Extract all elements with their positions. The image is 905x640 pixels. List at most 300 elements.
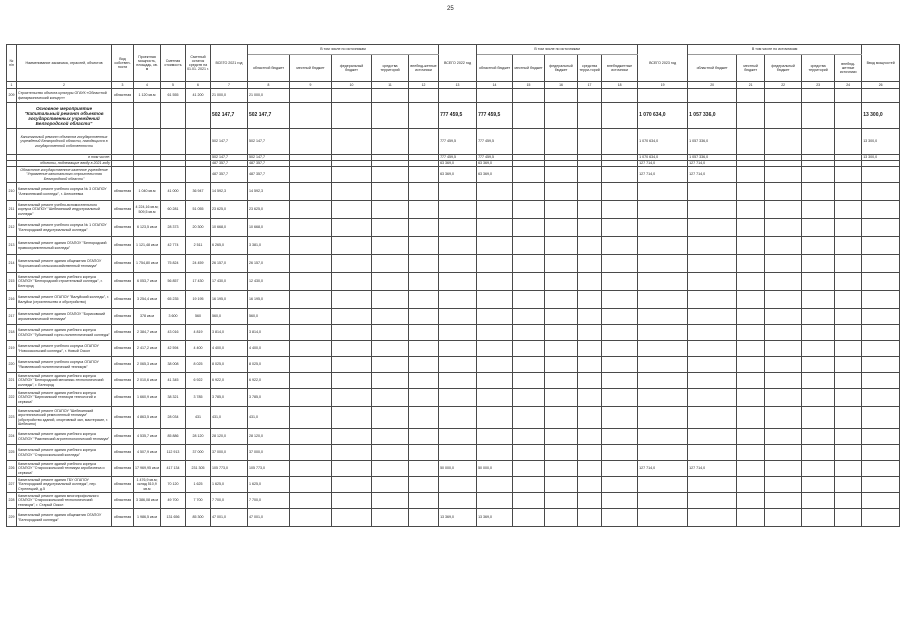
value-cell: [578, 167, 602, 183]
value-cell: [290, 389, 332, 407]
estimate-cost: [161, 167, 186, 183]
column-number: 18: [602, 82, 638, 89]
row-number: [7, 103, 17, 129]
row-number: 219: [7, 341, 17, 357]
value-cell: [545, 183, 578, 201]
value-cell: [802, 341, 835, 357]
ownership: областная: [112, 201, 134, 219]
column-numbers-row: [7, 82, 900, 89]
estimate-cost: 42 774: [161, 237, 186, 255]
col-header: внебюд-жетные источники: [835, 55, 862, 82]
estimate-cost: 42 594: [161, 341, 186, 357]
value-cell: [578, 89, 602, 103]
value-cell: [477, 237, 513, 255]
value-cell: [513, 373, 545, 389]
value-cell: [578, 429, 602, 445]
value-cell: [332, 103, 372, 129]
value-cell: [372, 429, 409, 445]
row-number: 212: [7, 219, 17, 237]
col-header: внебюджетные источники: [602, 55, 638, 82]
ownership: [112, 167, 134, 183]
estimate-cost: 38 321: [161, 389, 186, 407]
section-title: Основное мероприятие "Капитальный ремонт объектов государственных учреждений Белгородской области": [17, 103, 112, 129]
value-cell: [802, 219, 835, 237]
value-cell: [638, 493, 688, 509]
row-number: 217: [7, 309, 17, 325]
group-header: В том числе по источникам: [477, 45, 638, 55]
value-cell: [372, 461, 409, 477]
value-cell: [409, 103, 439, 129]
value-cell: 487 357,7: [211, 167, 248, 183]
value-cell: [602, 373, 638, 389]
capacity: 3 254,4 кв.м: [134, 291, 161, 309]
ownership: областная: [112, 429, 134, 445]
value-cell: 502 147,7: [248, 129, 290, 155]
object-name: Капитальный ремонт здания учебного корпуса ОГАПОУ "Старооскольский колледж": [17, 445, 112, 461]
value-cell: [545, 445, 578, 461]
ownership: областная: [112, 509, 134, 527]
value-cell: [332, 219, 372, 237]
remaining-balance: 17 430: [186, 273, 211, 291]
value-cell: 16 195,0: [248, 291, 290, 309]
value-cell: [862, 219, 900, 237]
table-row: [7, 183, 900, 201]
value-cell: [802, 373, 835, 389]
row-number: 209: [7, 89, 17, 103]
object-name: Капитальный ремонт здания общежития ОГАПОУ "Корочанский сельскохозяйственный техникум": [17, 255, 112, 273]
value-cell: [802, 167, 835, 183]
value-cell: [477, 255, 513, 273]
estimate-cost: 65 235: [161, 291, 186, 309]
value-cell: [439, 429, 477, 445]
value-cell: [835, 493, 862, 509]
col-header: областной бюджет: [477, 55, 513, 82]
object-name: Капитальный ремонт ОГАПОУ "Шебекинский агротехнический ремесленный техникум" (обустройство зданий, спортивный зал, мастерские, г. Шебекино): [17, 407, 112, 429]
value-cell: [737, 237, 765, 255]
value-cell: [290, 325, 332, 341]
value-cell: [332, 325, 372, 341]
capacity: 378 кв.м: [134, 309, 161, 325]
value-cell: [578, 291, 602, 309]
value-cell: [513, 445, 545, 461]
value-cell: [688, 493, 737, 509]
remaining-balance: 431: [186, 407, 211, 429]
value-cell: [862, 509, 900, 527]
value-cell: 13 369,0: [477, 509, 513, 527]
column-number: 17: [578, 82, 602, 89]
value-cell: [513, 493, 545, 509]
value-cell: [409, 237, 439, 255]
value-cell: [332, 291, 372, 309]
value-cell: [688, 89, 737, 103]
value-cell: [802, 237, 835, 255]
object-name: Капитальный ремонт учебного корпуса ОГАПОУ "Новооскольский колледж", г. Новый Оскол: [17, 341, 112, 357]
value-cell: [332, 407, 372, 429]
col-header: средства территорий: [372, 55, 409, 82]
value-cell: [409, 129, 439, 155]
value-cell: [372, 445, 409, 461]
value-cell: [332, 493, 372, 509]
value-cell: [545, 461, 578, 477]
value-cell: [737, 103, 765, 129]
value-cell: 3 814,0: [211, 325, 248, 341]
value-cell: 1 057 336,0: [688, 129, 737, 155]
value-cell: [765, 103, 802, 129]
col-header: областной бюджет: [688, 55, 737, 82]
value-cell: [688, 509, 737, 527]
remaining-balance: 4 819: [186, 325, 211, 341]
value-cell: [372, 183, 409, 201]
value-cell: [862, 373, 900, 389]
value-cell: [439, 373, 477, 389]
value-cell: 502 147,7: [211, 129, 248, 155]
value-cell: 50 000,0: [477, 461, 513, 477]
value-cell: [409, 89, 439, 103]
value-cell: [862, 477, 900, 493]
value-cell: [513, 477, 545, 493]
value-cell: [765, 291, 802, 309]
value-cell: [688, 429, 737, 445]
value-cell: [477, 183, 513, 201]
value-cell: [862, 445, 900, 461]
value-cell: [862, 493, 900, 509]
value-cell: [835, 429, 862, 445]
value-cell: [290, 201, 332, 219]
value-cell: [862, 357, 900, 373]
value-cell: 127 714,0: [688, 167, 737, 183]
value-cell: 13 300,0: [862, 155, 900, 161]
value-cell: [513, 341, 545, 357]
object-name: Капитальный ремонт зданий учебного корпуса ОГАПОУ "Старооскольский техникум агробизнеса и сервиса": [17, 461, 112, 477]
table-row: [7, 429, 900, 445]
value-cell: [602, 407, 638, 429]
capacity: [134, 129, 161, 155]
value-cell: 26 157,0: [211, 255, 248, 273]
value-cell: [737, 407, 765, 429]
value-cell: [372, 201, 409, 219]
value-cell: [737, 509, 765, 527]
column-number: 20: [688, 82, 737, 89]
value-cell: [578, 183, 602, 201]
ownership: областная: [112, 389, 134, 407]
value-cell: [513, 291, 545, 309]
value-cell: [409, 273, 439, 291]
value-cell: [737, 493, 765, 509]
value-cell: [578, 103, 602, 129]
value-cell: [602, 493, 638, 509]
value-cell: 14 592,3: [211, 183, 248, 201]
value-cell: [477, 291, 513, 309]
col-header: ВСЕГО 2022 год: [439, 45, 477, 82]
value-cell: [602, 357, 638, 373]
ownership: областная: [112, 89, 134, 103]
value-cell: [602, 509, 638, 527]
value-cell: [835, 309, 862, 325]
value-cell: [578, 325, 602, 341]
value-cell: [578, 219, 602, 237]
value-cell: [765, 509, 802, 527]
value-cell: [409, 461, 439, 477]
value-cell: [835, 341, 862, 357]
value-cell: 105 773,0: [248, 461, 290, 477]
ownership: областная: [112, 477, 134, 493]
value-cell: [802, 201, 835, 219]
value-cell: [477, 219, 513, 237]
value-cell: 6 922,0: [248, 373, 290, 389]
value-cell: [765, 167, 802, 183]
value-cell: [477, 389, 513, 407]
value-cell: [688, 219, 737, 237]
value-cell: [835, 461, 862, 477]
value-cell: [835, 389, 862, 407]
value-cell: [513, 129, 545, 155]
capacity: 2 065,3 кв.м: [134, 357, 161, 373]
object-name: Капитальный ремонт здания ГБУ ОГАПОУ "Белгородский индустриальный колледж", пер. Стрелецкий, д.5: [17, 477, 112, 493]
investment-table: [6, 44, 900, 527]
value-cell: [545, 373, 578, 389]
value-cell: [835, 291, 862, 309]
value-cell: [290, 357, 332, 373]
value-cell: [578, 341, 602, 357]
value-cell: [332, 167, 372, 183]
value-cell: 3 785,0: [211, 389, 248, 407]
object-name: Капитальный ремонт учебного корпуса № 3 ОГАПОУ "Алексеевский колледж", г. Алексеевка: [17, 183, 112, 201]
value-cell: 431,0: [248, 407, 290, 429]
value-cell: 13 300,0: [862, 103, 900, 129]
value-cell: 1 625,0: [248, 477, 290, 493]
object-name: Капитальный ремонт здания учебного корпуса ОГАПОУ "Бирючанский техникум технологий и сервиса": [17, 389, 112, 407]
value-cell: [765, 407, 802, 429]
value-cell: [439, 89, 477, 103]
value-cell: [862, 341, 900, 357]
value-cell: [638, 445, 688, 461]
value-cell: [513, 429, 545, 445]
capacity: 3 386,08 кв.м: [134, 493, 161, 509]
value-cell: [332, 273, 372, 291]
value-cell: [578, 477, 602, 493]
estimate-cost: 131 656: [161, 509, 186, 527]
table-row: [7, 201, 900, 219]
col-header: местный бюджет: [290, 55, 332, 82]
capacity: 4 507,9 кв.м: [134, 445, 161, 461]
object-name: Капитальный ремонт здания учебного корпуса ОГАПОУ "Белгородский строительный колледж", г. Белгород: [17, 273, 112, 291]
value-cell: [477, 445, 513, 461]
capacity: 2 010,6 кв.м: [134, 373, 161, 389]
value-cell: [802, 183, 835, 201]
value-cell: [409, 309, 439, 325]
value-cell: [332, 429, 372, 445]
estimate-cost: 70 120: [161, 477, 186, 493]
object-name: Капитальный ремонт здания учебного корпуса ОГАПОУ "Губкинский горно-политехнический колледж": [17, 325, 112, 341]
value-cell: [737, 373, 765, 389]
value-cell: [409, 373, 439, 389]
value-cell: [765, 89, 802, 103]
value-cell: [545, 357, 578, 373]
capacity: 6 053,7 кв.м: [134, 273, 161, 291]
column-number: 2: [17, 82, 112, 89]
value-cell: [765, 325, 802, 341]
ownership: областная: [112, 493, 134, 509]
value-cell: [862, 461, 900, 477]
value-cell: [477, 89, 513, 103]
capacity: 1 986,5 кв.м: [134, 509, 161, 527]
column-number: 26: [862, 82, 900, 89]
value-cell: [638, 477, 688, 493]
value-cell: 487 357,7: [248, 161, 290, 167]
value-cell: [835, 273, 862, 291]
row-number: 218: [7, 325, 17, 341]
value-cell: [409, 407, 439, 429]
value-cell: [290, 273, 332, 291]
value-cell: [862, 389, 900, 407]
capacity: 1 120 кв.м: [134, 89, 161, 103]
value-cell: [545, 493, 578, 509]
value-cell: [765, 237, 802, 255]
value-cell: [835, 167, 862, 183]
value-cell: [513, 89, 545, 103]
table-row: [7, 273, 900, 291]
value-cell: [372, 373, 409, 389]
table-row: [7, 309, 900, 325]
value-cell: [477, 341, 513, 357]
value-cell: [545, 103, 578, 129]
value-cell: [638, 429, 688, 445]
value-cell: [409, 167, 439, 183]
object-name: Капитальный ремонт здания многопрофильного ОГАПОУ "Старооскольский технологический техникум", г. Старый Оскол: [17, 493, 112, 509]
value-cell: [290, 461, 332, 477]
value-cell: [862, 201, 900, 219]
ownership: областная: [112, 325, 134, 341]
value-cell: [477, 429, 513, 445]
column-number: 14: [477, 82, 513, 89]
value-cell: [290, 103, 332, 129]
value-cell: [545, 429, 578, 445]
value-cell: 502 147,7: [211, 155, 248, 161]
value-cell: [688, 389, 737, 407]
col-header: средства территорий: [802, 55, 835, 82]
value-cell: [290, 341, 332, 357]
value-cell: [578, 493, 602, 509]
value-cell: 777 459,5: [477, 129, 513, 155]
value-cell: [688, 341, 737, 357]
value-cell: [409, 389, 439, 407]
table-row: [7, 373, 900, 389]
value-cell: [862, 183, 900, 201]
row-number: 216: [7, 291, 17, 309]
value-cell: [439, 219, 477, 237]
capacity: 1 754,80 кв.м: [134, 255, 161, 273]
value-cell: [602, 129, 638, 155]
value-cell: [290, 183, 332, 201]
value-cell: 23 625,0: [248, 201, 290, 219]
col-header: Проектная мощность, площадь, кв. м: [134, 45, 161, 82]
value-cell: [513, 309, 545, 325]
value-cell: [578, 309, 602, 325]
column-number: 24: [835, 82, 862, 89]
table-row: [7, 341, 900, 357]
value-cell: [477, 477, 513, 493]
object-name: Капитальный ремонт здания учебного корпуса ОГАПОУ "Ракитянский агротехнологический техникум": [17, 429, 112, 445]
value-cell: [602, 341, 638, 357]
ownership: областная: [112, 273, 134, 291]
value-cell: [638, 237, 688, 255]
value-cell: [290, 89, 332, 103]
ownership: областная: [112, 219, 134, 237]
value-cell: [439, 273, 477, 291]
estimate-cost: [161, 129, 186, 155]
value-cell: [513, 201, 545, 219]
value-cell: [513, 237, 545, 255]
value-cell: [409, 445, 439, 461]
capacity: 1 040 кв.м: [134, 183, 161, 201]
value-cell: [602, 103, 638, 129]
value-cell: [765, 445, 802, 461]
value-cell: [372, 167, 409, 183]
value-cell: [372, 237, 409, 255]
estimate-cost: 417 134: [161, 461, 186, 477]
remaining-balance: [186, 103, 211, 129]
value-cell: [290, 429, 332, 445]
capacity: 6 123,5 кв.м: [134, 219, 161, 237]
value-cell: [578, 201, 602, 219]
estimate-cost: 61 555: [161, 89, 186, 103]
value-cell: [439, 357, 477, 373]
value-cell: [688, 445, 737, 461]
estimate-cost: 28 373: [161, 219, 186, 237]
value-cell: [765, 341, 802, 357]
value-cell: [802, 273, 835, 291]
value-cell: 16 195,0: [211, 291, 248, 309]
value-cell: [372, 493, 409, 509]
value-cell: [439, 341, 477, 357]
remaining-balance: 28 120: [186, 429, 211, 445]
value-cell: [602, 445, 638, 461]
value-cell: [737, 429, 765, 445]
value-cell: [477, 493, 513, 509]
section-title: в том числе:: [17, 155, 112, 161]
value-cell: 50 000,0: [439, 461, 477, 477]
value-cell: 13 300,0: [862, 129, 900, 155]
value-cell: [765, 429, 802, 445]
value-cell: 63 369,0: [477, 167, 513, 183]
value-cell: [638, 273, 688, 291]
value-cell: [545, 407, 578, 429]
row-number: 226: [7, 461, 17, 477]
value-cell: [372, 273, 409, 291]
value-cell: [513, 273, 545, 291]
value-cell: [477, 373, 513, 389]
remaining-balance: 24 459: [186, 255, 211, 273]
value-cell: [332, 201, 372, 219]
value-cell: [477, 273, 513, 291]
row-number: 225: [7, 445, 17, 461]
row-number: 213: [7, 237, 17, 255]
ownership: областная: [112, 309, 134, 325]
value-cell: [688, 477, 737, 493]
row-number: 214: [7, 255, 17, 273]
column-number: 23: [802, 82, 835, 89]
value-cell: 23 625,0: [211, 201, 248, 219]
value-cell: [409, 477, 439, 493]
value-cell: 14 592,3: [248, 183, 290, 201]
value-cell: [545, 201, 578, 219]
value-cell: [862, 429, 900, 445]
value-cell: [578, 255, 602, 273]
estimate-cost: 38 008: [161, 357, 186, 373]
value-cell: [602, 219, 638, 237]
value-cell: [332, 477, 372, 493]
value-cell: [290, 477, 332, 493]
